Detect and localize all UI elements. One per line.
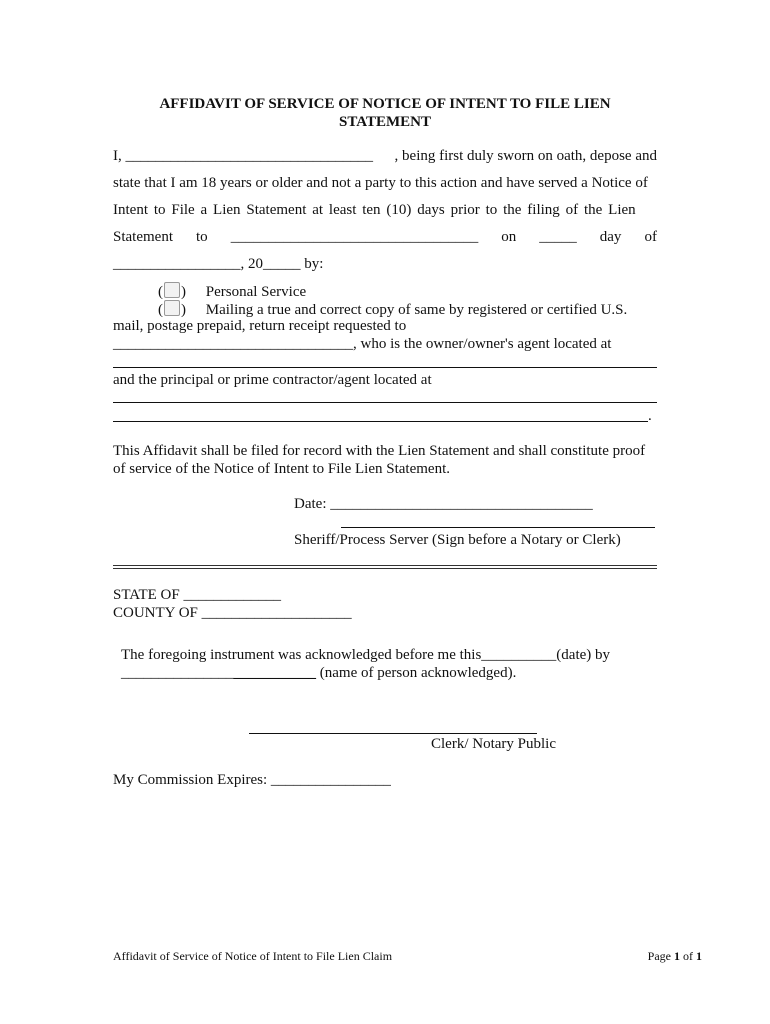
ack-blank: _______________: [121, 665, 234, 681]
ack-blank-bold: ___________: [233, 665, 316, 681]
mailing-label: Mailing a true and correct copy of same by registered or certified U.S.: [205, 302, 628, 318]
section-divider-top: [113, 565, 657, 566]
contractor-address-line-1[interactable]: [113, 402, 657, 403]
notary-signature-line[interactable]: [249, 733, 537, 734]
affiant-name-blank[interactable]: I, _________________________________: [113, 148, 373, 164]
body-line-1-end: , being first duly sworn on oath, depose and: [394, 148, 657, 164]
commission-expires-field[interactable]: My Commission Expires: ________________: [113, 772, 391, 788]
footer-title: Affidavit of Service of Notice of Intent to File Lien Claim: [113, 949, 393, 963]
period: .: [648, 408, 652, 424]
signer-label: Sheriff/Process Server (Sign before a Notary or Clerk): [294, 532, 621, 548]
mailing-checkbox[interactable]: [164, 300, 180, 316]
date-year-blank[interactable]: _________________, 20_____ by:: [113, 256, 324, 272]
state-field[interactable]: STATE OF _____________: [113, 587, 281, 603]
contractor-label: and the principal or prime contractor/agent located at: [113, 372, 432, 388]
signature-line[interactable]: [341, 527, 655, 528]
body-line-1: [113, 148, 657, 165]
owner-blank-line[interactable]: ________________________________, who is the owner/owner's agent located at: [113, 336, 612, 352]
affidavit-text-line-2: of service of the Notice of Intent to File Lien Statement.: [113, 461, 450, 477]
acknowledgment-line-2[interactable]: [121, 665, 516, 682]
title-line-1: AFFIDAVIT OF SERVICE OF NOTICE OF INTENT TO FILE LIEN: [159, 96, 611, 112]
word-day: day: [599, 229, 622, 245]
day-blank[interactable]: _____: [539, 229, 577, 245]
page-title: [0, 95, 770, 131]
body-line-3: Intent to File a Lien Statement at least ten (10) days prior to the filing of the Lien: [113, 202, 636, 218]
word-statement: Statement: [113, 229, 173, 245]
acknowledgment-line-1[interactable]: The foregoing instrument was acknowledged before me this__________(date) by: [121, 647, 611, 663]
date-field[interactable]: Date: ___________________________________: [294, 496, 593, 512]
word-of: of: [644, 229, 657, 245]
recipient-blank[interactable]: _________________________________: [230, 229, 479, 245]
affidavit-text-line-1: This Affidavit shall be filed for record with the Lien Statement and shall constitute proof: [113, 443, 646, 459]
personal-service-label: Personal Service: [205, 284, 307, 300]
body-line-4: [113, 229, 657, 246]
option-mailing: ( ) Mailing a true and correct copy of same by registered or certified U.S.: [158, 302, 628, 318]
word-to: to: [196, 229, 208, 245]
body-line-2: state that I am 18 years or older and not a party to this action and have served a Notice of: [113, 175, 648, 191]
of-word: of: [680, 949, 696, 963]
personal-service-checkbox[interactable]: [164, 282, 180, 298]
county-field[interactable]: COUNTY OF ____________________: [113, 605, 352, 621]
page-current: 1: [674, 949, 680, 963]
title-line-2: STATEMENT: [339, 114, 431, 130]
page-number: [648, 949, 702, 964]
clerk-label: Clerk/ Notary Public: [431, 736, 556, 752]
contractor-address-line-2[interactable]: [113, 421, 648, 422]
owner-address-line[interactable]: [113, 367, 657, 368]
option-personal-service: ( ) Personal Service: [158, 284, 307, 300]
section-divider-bottom: [113, 568, 657, 569]
page-total: 1: [696, 949, 702, 963]
page-word: Page: [647, 949, 674, 963]
word-on: on: [501, 229, 517, 245]
ack-end: (name of person acknowledged).: [316, 665, 517, 681]
mailing-continued: mail, postage prepaid, return receipt requested to: [113, 318, 407, 334]
